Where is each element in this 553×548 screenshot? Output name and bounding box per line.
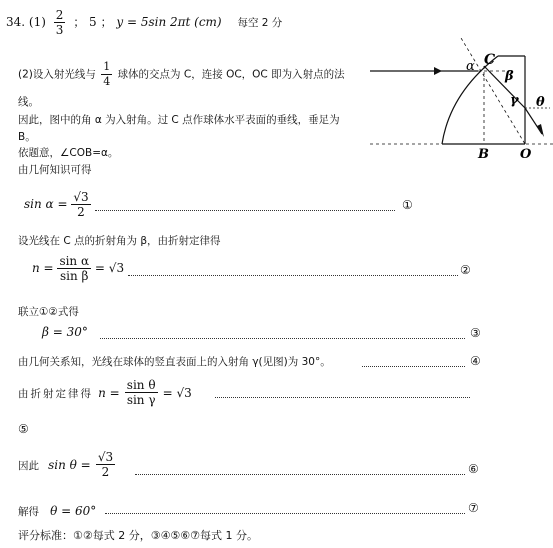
part1-line bbox=[6, 8, 282, 37]
eq1-leader bbox=[95, 210, 395, 211]
part1-fraction bbox=[54, 8, 66, 37]
part2-quarter-fraction bbox=[101, 60, 112, 89]
eq2-leader bbox=[128, 275, 458, 276]
part2-line3: 因此，图中的角 α 为入射角。过 C 点作球体水平表面的垂线，垂足为 bbox=[18, 114, 340, 126]
eq1-lhs: sin α = bbox=[24, 197, 68, 211]
quarter-den: 4 bbox=[103, 75, 111, 88]
part2-line1-b: 球体的交点为 C，连接 OC，OC 即为入射点的法 bbox=[117, 68, 345, 81]
part1-label: 34. (1) bbox=[6, 15, 46, 29]
label-gamma: γ bbox=[510, 93, 519, 108]
eq5-den: sin γ bbox=[126, 393, 156, 407]
geometry-text: 由几何关系知，光线在球体的竖直表面上的入射角 γ(见图)为 30°。 bbox=[18, 356, 331, 368]
eq5-rhs: = √3 bbox=[162, 386, 192, 400]
eq1-fraction bbox=[71, 190, 90, 219]
eq5-lhs: n = bbox=[98, 386, 120, 400]
eq5-marker: ⑤ bbox=[18, 422, 29, 436]
label-o: O bbox=[520, 147, 532, 160]
eq2-num: sin α bbox=[59, 254, 90, 268]
eq6-num: √3 bbox=[97, 450, 114, 464]
quarter-num: 1 bbox=[103, 60, 111, 73]
eq6-den: 2 bbox=[101, 465, 110, 479]
eq2-lhs: n = bbox=[32, 261, 54, 275]
part1-sep2: ； bbox=[100, 15, 113, 29]
part2-line1-a: (2)设入射光线与 bbox=[18, 68, 96, 81]
equation-7 bbox=[18, 500, 96, 519]
eq2-rhs: = √3 bbox=[94, 261, 125, 275]
part2-line4: B。 bbox=[18, 131, 36, 143]
eq5-fraction bbox=[125, 378, 158, 407]
eq6-fraction bbox=[96, 450, 115, 479]
eq1-marker: ① bbox=[402, 198, 413, 212]
incident-arrow-icon bbox=[434, 67, 442, 75]
refraction-diagram bbox=[370, 38, 553, 160]
part2-line6: 由几何知识可得 bbox=[18, 164, 92, 176]
label-theta: θ bbox=[536, 95, 545, 110]
eq4-marker: ④ bbox=[470, 354, 481, 368]
equation-6 bbox=[18, 450, 115, 479]
eq4-leader bbox=[362, 366, 465, 367]
eq5-prefix: 由折射定律得 bbox=[18, 388, 93, 400]
part2-line5: 依题意，∠COB=α。 bbox=[18, 147, 119, 159]
label-b: B bbox=[478, 147, 489, 160]
eq6-lhs: sin θ = bbox=[48, 458, 91, 472]
equation-5 bbox=[18, 378, 192, 407]
equation-2 bbox=[32, 254, 124, 283]
eq1-num: √3 bbox=[73, 190, 89, 204]
label-c: C bbox=[484, 52, 496, 68]
label-beta: β bbox=[505, 69, 514, 84]
part1-equation: y = 5sin 2πt (cm) bbox=[116, 15, 222, 29]
part2-line2: 线。 bbox=[18, 96, 39, 108]
eq2-marker: ② bbox=[460, 263, 471, 277]
label-alpha: α bbox=[466, 59, 475, 74]
eq3-leader bbox=[100, 338, 465, 339]
eq6-leader bbox=[135, 474, 465, 475]
eq5-leader bbox=[215, 397, 470, 398]
eq6-marker: ⑥ bbox=[468, 462, 479, 476]
eq7-leader bbox=[105, 513, 465, 514]
eq7-expr: θ = 60° bbox=[50, 504, 97, 518]
part1-frac-num: 2 bbox=[55, 8, 64, 22]
emergent-ray bbox=[525, 108, 542, 134]
part1-val2: 5 bbox=[89, 15, 97, 29]
join-text: 联立①②式得 bbox=[18, 306, 79, 318]
eq6-prefix: 因此 bbox=[18, 460, 39, 472]
equation-3: β = 30° bbox=[42, 325, 88, 339]
refraction-text: 设光线在 C 点的折射角为 β，由折射定律得 bbox=[18, 235, 221, 247]
part2-line1 bbox=[18, 60, 345, 89]
part1-score: 每空 2 分 bbox=[237, 17, 283, 29]
part1-frac-den: 3 bbox=[55, 23, 64, 37]
grading-standard: 评分标准：①②每式 2 分，③④⑤⑥⑦每式 1 分。 bbox=[18, 529, 259, 542]
eq1-den: 2 bbox=[77, 205, 85, 219]
eq2-fraction bbox=[57, 254, 91, 283]
eq2-den: sin β bbox=[60, 269, 89, 283]
equation-1 bbox=[24, 190, 91, 219]
eq3-marker: ③ bbox=[470, 326, 481, 340]
eq5-num: sin θ bbox=[126, 378, 156, 392]
emergent-arrow-icon bbox=[537, 124, 544, 137]
part1-sep1: ； bbox=[73, 15, 86, 29]
eq7-marker: ⑦ bbox=[468, 501, 479, 515]
eq7-prefix: 解得 bbox=[18, 506, 39, 518]
